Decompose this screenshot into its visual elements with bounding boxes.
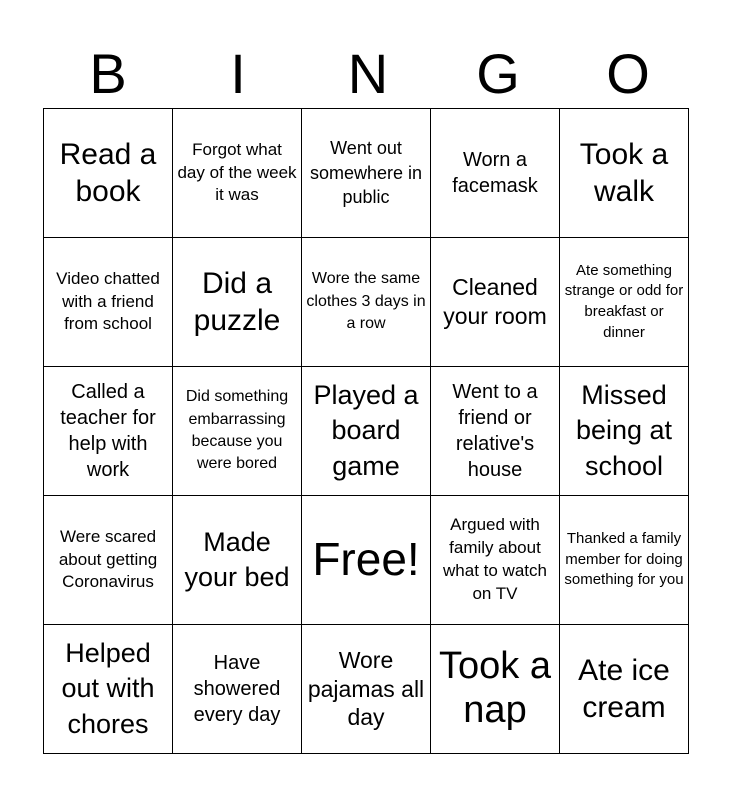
bingo-cell[interactable]: Called a teacher for help with work [44, 367, 173, 496]
bingo-header [43, 40, 693, 108]
bingo-cell[interactable]: Made your bed [173, 496, 302, 625]
bingo-cell[interactable]: Took a walk [560, 109, 689, 238]
bingo-cell[interactable]: Were scared about getting Coronavirus [44, 496, 173, 625]
bingo-cell[interactable]: Wore pajamas all day [302, 625, 431, 754]
board-row [44, 496, 689, 625]
board-row [44, 238, 689, 367]
bingo-board [43, 108, 689, 754]
board-row [44, 625, 689, 754]
board-row [44, 109, 689, 238]
bingo-cell[interactable]: Did something embarrassing because you were bored [173, 367, 302, 496]
free-space[interactable]: Free! [302, 496, 431, 625]
bingo-cell[interactable]: Cleaned your room [431, 238, 560, 367]
bingo-cell[interactable]: Did a puzzle [173, 238, 302, 367]
header-letter-i: I [230, 42, 246, 105]
header-letter-g: G [476, 42, 520, 105]
bingo-cell[interactable]: Worn a facemask [431, 109, 560, 238]
bingo-cell[interactable]: Went to a friend or relative's house [431, 367, 560, 496]
bingo-cell[interactable]: Ate something strange or odd for breakfast or dinner [560, 238, 689, 367]
board-row [44, 367, 689, 496]
bingo-cell[interactable]: Read a book [44, 109, 173, 238]
bingo-cell[interactable]: Forgot what day of the week it was [173, 109, 302, 238]
header-letter-n: N [347, 42, 389, 105]
bingo-cell[interactable]: Missed being at school [560, 367, 689, 496]
bingo-cell[interactable]: Wore the same clothes 3 days in a row [302, 238, 431, 367]
header-letter-o: O [606, 42, 650, 105]
bingo-cell[interactable]: Helped out with chores [44, 625, 173, 754]
bingo-cell[interactable]: Thanked a family member for doing something for you [560, 496, 689, 625]
bingo-cell[interactable]: Video chatted with a friend from school [44, 238, 173, 367]
bingo-cell[interactable]: Played a board game [302, 367, 431, 496]
bingo-cell[interactable]: Have showered every day [173, 625, 302, 754]
bingo-cell[interactable]: Argued with family about what to watch on TV [431, 496, 560, 625]
header-letter-b: B [89, 42, 127, 105]
bingo-cell[interactable]: Took a nap [431, 625, 560, 754]
bingo-cell[interactable]: Ate ice cream [560, 625, 689, 754]
bingo-cell[interactable]: Went out somewhere in public [302, 109, 431, 238]
